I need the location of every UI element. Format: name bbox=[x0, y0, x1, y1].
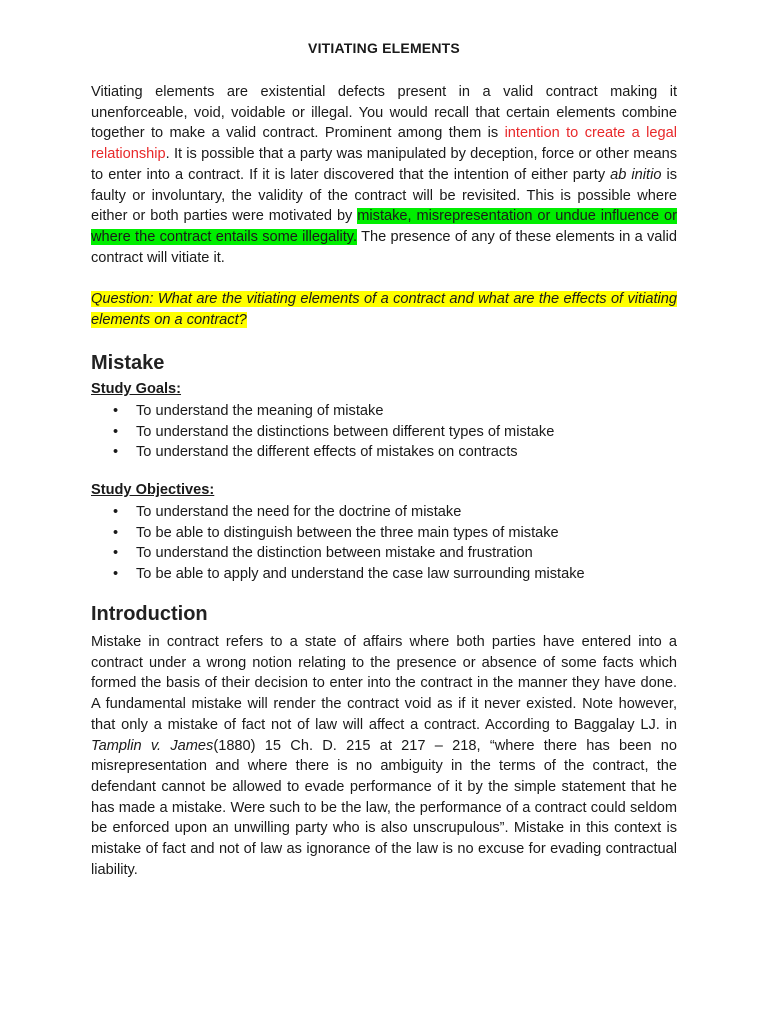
intro-text-2: . It is possible that a party was manipulated by deception, force or other means to enter into a contract. If it is later discovered that the intention of either party bbox=[91, 146, 677, 183]
vitiating-factors-highlight: mistake, misrepresentation or undue influence or where the contract entails some illegality. bbox=[91, 208, 677, 245]
introduction-heading: Introduction bbox=[91, 603, 208, 625]
goal-item: • To understand the meaning of mistake bbox=[91, 401, 554, 422]
intention-highlight: intention to create a legal relationship bbox=[91, 125, 677, 163]
study-goals-label: Study Goals: bbox=[91, 381, 182, 397]
goal-item: • To understand the different effects of mistakes on contracts bbox=[91, 442, 554, 463]
question-highlight: Question: What are the vitiating elements of a contract and what are the effects of vitiating elements on a contract? bbox=[91, 291, 677, 328]
document-title: VITIATING ELEMENTS bbox=[308, 40, 460, 56]
introduction-text-2: (1880) 15 Ch. D. 215 at 217 – 218, “where there has been no misrepresentation and where there is no ambiguity in the terms of the contract, the defendant cannot be allowed to evade performance of it by the simple statement that he has made a mistake. Were such to be the law, the performance of a contract could seldom be enforced upon an unwilling party who is also unscrupulous”. Mistake in this context is mistake of fact and not of law as ignorance of the law is no excuse for evading contractual liability. bbox=[91, 737, 677, 878]
study-objectives-label: Study Objectives: bbox=[91, 482, 215, 498]
case-name: Tamplin v. James bbox=[91, 737, 214, 754]
intro-text-3: is faulty or involuntary, the validity of the contract will be revisited. This is possible where either or both parties were motivated by bbox=[91, 166, 677, 225]
ab-initio-text: ab initio bbox=[610, 166, 662, 183]
objective-item: • To understand the need for the doctrine of mistake bbox=[91, 502, 585, 523]
objective-item: • To be able to apply and understand the case law surrounding mistake bbox=[91, 564, 585, 585]
objective-item: • To be able to distinguish between the three main types of mistake bbox=[91, 523, 585, 544]
intro-text-1: Vitiating elements are existential defects present in a valid contract making it unenforceable, void, voidable or illegal. You would recall that certain elements combine together to make a valid contract. Prominent among them is bbox=[91, 84, 677, 142]
question-paragraph bbox=[91, 289, 677, 330]
intro-text-4: The presence of any of these elements in a valid contract will vitiate it. bbox=[91, 228, 677, 266]
study-goals-list bbox=[91, 401, 554, 463]
mistake-heading: Mistake bbox=[91, 352, 165, 374]
objective-item: • To understand the distinction between mistake and frustration bbox=[91, 543, 585, 564]
goal-item: • To understand the distinctions between different types of mistake bbox=[91, 422, 554, 443]
intro-paragraph bbox=[91, 82, 677, 268]
introduction-text-1: Mistake in contract refers to a state of affairs where both parties have entered into a contract under a wrong notion relating to the presence or absence of some facts which formed the basis of their decision to enter into the contract in the manner they have done. A fundamental mistake will render the contract void as if it never existed. Note however, that only a mistake of fact not of law will affect a contract. According to Baggalay LJ. in bbox=[91, 634, 677, 733]
study-objectives-list bbox=[91, 502, 585, 584]
introduction-paragraph bbox=[91, 632, 677, 880]
